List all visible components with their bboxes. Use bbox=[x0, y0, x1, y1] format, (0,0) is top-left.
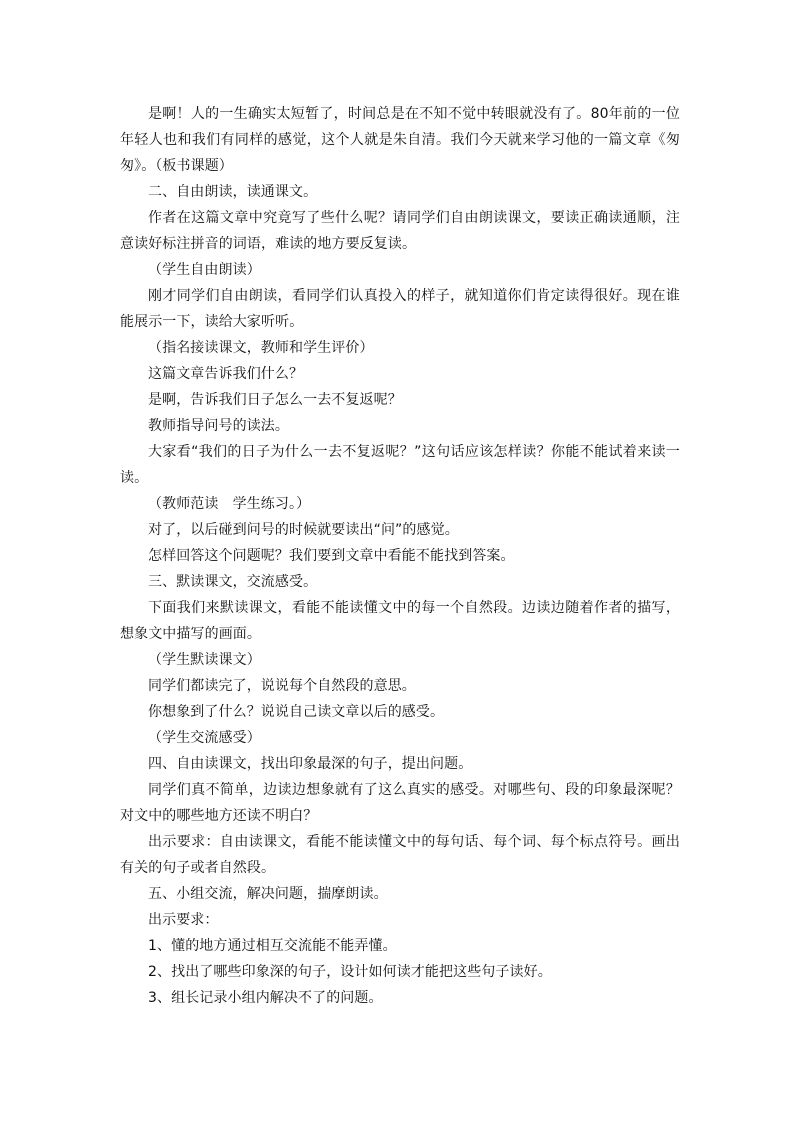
paragraph: 出示要求：自由读课文，看能不能读懂文中的每句话、每个词、每个标点符号。画出有关的句子或者自然段。 bbox=[120, 834, 680, 876]
paragraph: 大家看“我们的日子为什么一去不复返呢？”这句话应该怎样读？你能不能试着来读一读。 bbox=[120, 444, 680, 486]
paragraph-intro: 是啊！人的一生确实太短暂了，时间总是在不知不觉中转眼就没有了。80年前的一位年轻人也和我们有同样的感觉，这个人就是朱自清。我们今天就来学习他的一篇文章《匆匆》。（板书课题） bbox=[120, 106, 680, 174]
stage-direction: （指名接读课文，教师和学生评价） bbox=[148, 340, 374, 356]
paragraph: 怎样回答这个问题呢？我们要到文章中看能不能找到答案。 bbox=[148, 548, 515, 564]
paragraph: 作者在这篇文章中究竟写了些什么呢？请同学们自由朗读课文，要读正确读通顺，注意读好标注拼音的词语，难读的地方要反复读。 bbox=[120, 210, 680, 252]
paragraph: 出示要求： bbox=[148, 912, 219, 928]
paragraph: 对了，以后碰到问号的时候就要读出“问”的感觉。 bbox=[148, 522, 459, 538]
stage-direction: （教师范读 学生练习。） bbox=[148, 496, 311, 512]
list-item: 3、组长记录小组内解决不了的问题。 bbox=[148, 990, 383, 1006]
list-item: 1、懂的地方通过相互交流能不能弄懂。 bbox=[148, 938, 397, 954]
paragraph: 是啊，告诉我们日子怎么一去不复返呢？ bbox=[148, 392, 402, 408]
stage-direction: （学生交流感受） bbox=[148, 730, 261, 746]
paragraph: 同学们都读完了，说说每个自然段的意思。 bbox=[148, 678, 416, 694]
section-heading-3: 三、默读课文，交流感受。 bbox=[148, 574, 318, 590]
paragraph: 你想象到了什么？说说自己读文章以后的感受。 bbox=[148, 704, 445, 720]
paragraph: 刚才同学们自由朗读，看同学们认真投入的样子，就知道你们肯定读得很好。现在谁能展示一下，读给大家听听。 bbox=[120, 288, 680, 330]
list-item: 2、找出了哪些印象深的句子，设计如何读才能把这些句子读好。 bbox=[148, 964, 552, 980]
stage-direction: （学生自由朗读） bbox=[148, 262, 261, 278]
paragraph: 这篇文章告诉我们什么？ bbox=[148, 366, 304, 382]
document-body bbox=[120, 101, 680, 1011]
paragraph: 同学们真不简单，边读边想象就有了这么真实的感受。对哪些句、段的印象最深呢？对文中的哪些地方还读不明白？ bbox=[120, 782, 680, 824]
stage-direction: （学生默读课文） bbox=[148, 652, 261, 668]
section-heading-2: 二、自由朗读，读通课文。 bbox=[148, 184, 318, 200]
section-heading-5: 五、小组交流，解决问题，揣摩朗读。 bbox=[148, 886, 388, 902]
paragraph: 下面我们来默读课文，看能不能读懂文中的每一个自然段。边读边随着作者的描写，想象文中描写的画面。 bbox=[120, 600, 680, 642]
paragraph: 教师指导问号的读法。 bbox=[148, 418, 289, 434]
section-heading-4: 四、自由读课文，找出印象最深的句子，提出问题。 bbox=[148, 756, 473, 772]
